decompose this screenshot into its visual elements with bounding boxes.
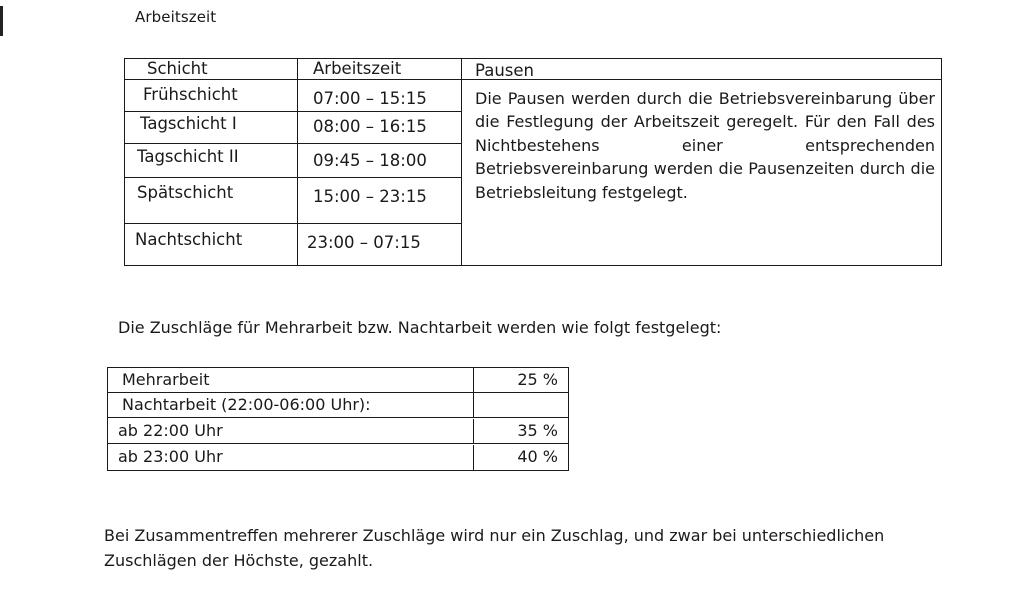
- header-schicht: Schicht: [147, 59, 208, 78]
- header-arbeitszeit: Arbeitszeit: [313, 59, 402, 78]
- column-divider: [473, 393, 474, 417]
- column-divider: [473, 368, 474, 392]
- table-row: [108, 445, 568, 470]
- shift-time: 08:00 – 16:15: [313, 117, 427, 136]
- closing-paragraph: Bei Zusammentreffen mehrerer Zuschläge wird nur ein Zuschlag, und zwar bei unterschiedlichen Zuschlägen der Höchste, gezahlt.: [104, 526, 885, 570]
- row-divider: [125, 177, 461, 178]
- shift-name: Nachtschicht: [135, 230, 243, 249]
- surcharge-label: Mehrarbeit: [122, 370, 210, 389]
- column-divider: [461, 59, 462, 265]
- table-row: [108, 368, 568, 393]
- column-divider: [297, 59, 298, 265]
- surcharge-value: 25 %: [517, 370, 558, 389]
- section-heading: Arbeitszeit: [135, 8, 217, 26]
- shift-time: 23:00 – 07:15: [307, 233, 421, 252]
- row-divider: [125, 111, 461, 112]
- page-edge: [0, 6, 3, 36]
- column-divider: [473, 419, 474, 443]
- shift-name: Spätschicht: [137, 183, 234, 202]
- shift-name: Tagschicht II: [137, 147, 239, 166]
- surcharge-value: 35 %: [517, 421, 558, 440]
- pausen-description: Die Pausen werden durch die Betriebsvereinbarung über die Festlegung der Arbeitszeit geregelt. Für den Fall des Nichtbestehens einer entsprechenden Betriebsvereinbarung werden die Pausenzeiten durch die Betriebsleitung festgelegt.: [475, 89, 935, 202]
- surcharge-label: ab 23:00 Uhr: [118, 447, 223, 466]
- row-divider: [125, 223, 461, 224]
- surcharge-intro: Die Zuschläge für Mehrarbeit bzw. Nachtarbeit werden wie folgt festgelegt:: [118, 318, 722, 337]
- column-divider: [473, 445, 474, 470]
- table-row: [108, 393, 568, 418]
- shift-time: 15:00 – 23:15: [313, 187, 427, 206]
- shift-time: 09:45 – 18:00: [313, 151, 427, 170]
- shift-name: Tagschicht I: [140, 114, 237, 133]
- surcharge-value: 40 %: [517, 447, 558, 466]
- row-divider: [125, 143, 461, 144]
- table-row: [108, 419, 568, 444]
- surcharge-label: ab 22:00 Uhr: [118, 421, 223, 440]
- shift-table: [124, 58, 942, 266]
- surcharge-table: [107, 367, 569, 471]
- header-pausen: Pausen: [475, 61, 534, 80]
- surcharge-label: Nachtarbeit (22:00-06:00 Uhr):: [122, 395, 371, 414]
- shift-time: 07:00 – 15:15: [313, 89, 427, 108]
- shift-name: Frühschicht: [143, 85, 238, 104]
